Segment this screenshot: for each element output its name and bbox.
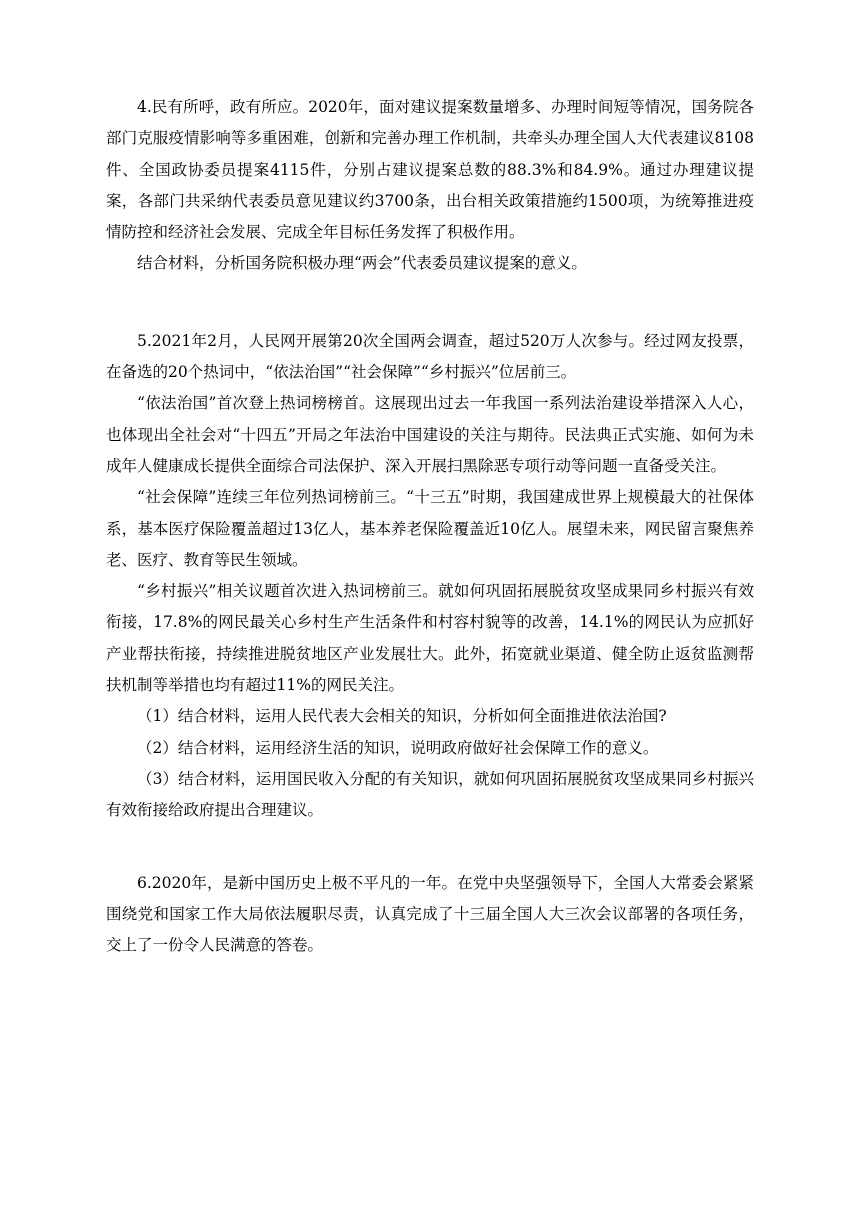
q5-rural-revitalization: “乡村振兴”相关议题首次进入热词榜前三。就如何巩固拓展脱贫攻坚成果同乡村振兴有效衔接，17.8%的网民最关心乡村生产生活条件和村容村貌等的改善，14.1%的网民认为应抓好产业帮扶衔接，持续推进脱贫地区产业发展壮大。此外，拓宽就业渠道、健全防止返贫监测帮扶机制等举措也均有超过11%的网民关注。 <box>106 582 754 695</box>
q5-social-security: “社会保障”连续三年位列热词榜前三。“十三五”时期，我国建成世界上规模最大的社保体系，基本医疗保险覆盖超过13亿人，基本养老保险覆盖近10亿人。展望未来，网民留言聚焦养老、医疗、教育等民生领域。 <box>106 488 754 569</box>
section-gap <box>106 280 754 326</box>
section-gap <box>106 827 754 868</box>
q5-intro: 5.2021年2月，人民网开展第20次全国两会调查，超过520万人次参与。经过网友投票，在备选的20个热词中，“依法治国”“社会保障”“乡村振兴”位居前三。 <box>106 331 754 382</box>
q5-rule-of-law: “依法治国”首次登上热词榜榜首。这展现出过去一年我国一系列法治建设举措深入人心，也体现出全社会对“十四五”开局之年法治中国建设的关注与期待。民法典正式实施、如何为未成年人健康成长提供全面综合司法保护、深入开展扫黑除恶专项行动等问题一直备受关注。 <box>106 394 754 475</box>
question-5 <box>106 326 754 827</box>
q4-material: 4.民有所呼，政有所应。2020年，面对建议提案数量增多、办理时间短等情况，国务院各部门克服疫情影响等多重困难，创新和完善办理工作机制，共牵头办理全国人大代表建议8108件、全国政协委员提案4115件，分别占建议提案总数的88.3%和84.9%。通过办理建议提案，各部门共采纳代表委员意见建议约3700条，出台相关政策措施约1500项，为统筹推进疫情防控和经济社会发展、完成全年目标任务发挥了积极作用。 <box>106 98 754 242</box>
q5-subquestion-2: （2）结合材料，运用经济生活的知识，说明政府做好社会保障工作的意义。 <box>137 738 659 757</box>
q5-subquestion-1: （1）结合材料，运用人民代表大会相关的知识，分析如何全面推进依法治国? <box>137 707 667 726</box>
question-4 <box>106 92 754 280</box>
q6-material: 6.2020年，是新中国历史上极不平凡的一年。在党中央坚强领导下，全国人大常委会紧紧围绕党和国家工作大局依法履职尽责，认真完成了十三届全国人大三次会议部署的各项任务，交上了一份令人民满意的答卷。 <box>106 873 754 955</box>
q5-subquestion-3: （3）结合材料，运用国民收入分配的有关知识，就如何巩固拓展脱贫攻坚成果同乡村振兴有效衔接给政府提出合理建议。 <box>106 769 754 820</box>
question-6 <box>106 868 754 962</box>
q4-prompt: 结合材料，分析国务院积极办理“两会”代表委员建议提案的意义。 <box>137 254 587 273</box>
